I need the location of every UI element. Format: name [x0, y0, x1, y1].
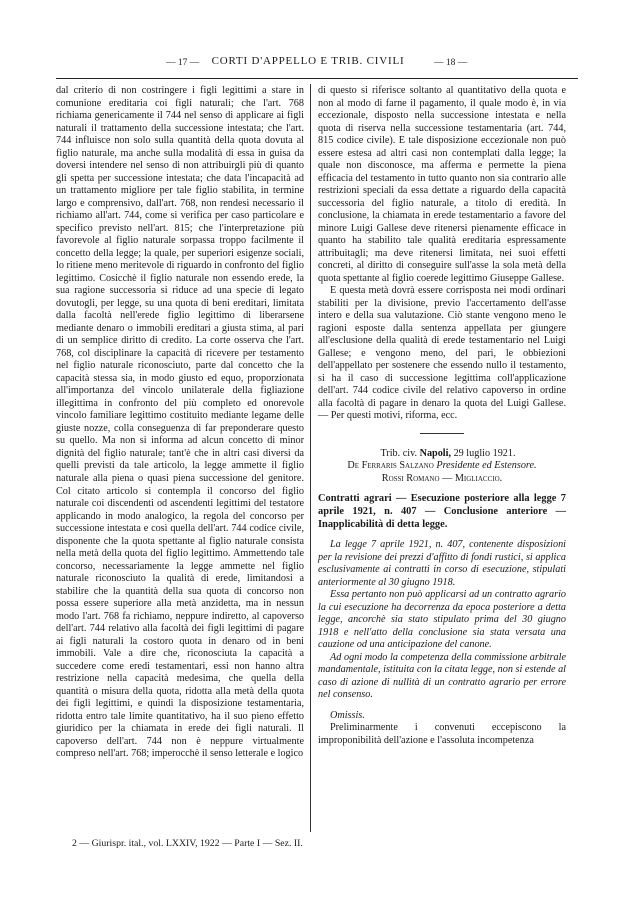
running-title: CORTI D'APPELLO E TRIB. CIVILI [211, 55, 405, 67]
left-column [56, 85, 304, 761]
right-column [318, 85, 566, 747]
right-paragraph-3: Preliminarmente i convenuti eccepiscono la improponibilità dell'azione e l'assoluta incompetenza [318, 722, 566, 746]
case-heading: Contratti agrari — Esecuzione posteriore alla legge 7 aprile 1921, n. 407 — Conclusione anteriore — Inapplicabilità di detta legge. [318, 493, 566, 530]
court-date: 29 luglio 1921. [451, 447, 516, 459]
judges-line-2: Rossi Romano — Migliaccio. [381, 472, 503, 484]
massima-1: La legge 7 aprile 1921, n. 407, contenente disposizioni per la revisione dei prezzi d'affitto di fondi rustici, si applica esclusivamente ai contratti in corso di esecuzione, stipulati anteriormente al 30 giugno 1918. [318, 539, 566, 588]
column-divider [310, 84, 311, 832]
court-line [318, 448, 566, 461]
judges-line-1 [318, 460, 566, 473]
court-city: Napoli, [419, 447, 452, 459]
omissis: Omissis. [330, 709, 365, 721]
judge-names: De Ferraris Salzano [347, 460, 434, 472]
left-column-text: dal criterio di non costringere i figli legittimi a stare in comunione ereditaria coi figli naturali; che l'art. 768 richiama genericamente il 744 nel senso di applicare ai figli naturali il trattamento della successione intestata; che l'art. 744 influisce non solo sulla quantità della quota dovuta al figlio naturale, ma anche sulla modalità di essa in guisa da doversi intendere nel senso di non attribuirgli più di quanto gli spetta per successione intestata; che data l'incapacità ad un trattamento migliore per tale figlio stabilita, in termine largo e comprensivo, dall'art. 768, non rendesi necessario il richiamo all'art. 744, come si verifica per caso particolare e specifico previsto nell'art. 815; che l'interpretazione più favorevole al figlio naturale sorpassa troppo facilmente il concetto della legge; la quale, per superiori esigenze sociali, lo ritiene meno meritevole di riguardo in confronto del figlio legittimo. Cosicchè il figlio naturale non essendo erede, la sua ragione successoria si riduce ad una specie di legato dovutogli, per legge, su una quota di beni ereditari, limitata dalla facoltà nell'erede figlio legittimo di liberarsene mediante denaro o immobili ereditari a giusta stima, al pari di un semplice diritto di credito. La corte osserva che l'art. 768, col disciplinare la capacità di ricevere per testamento nel figlio naturale riconosciuto, parte dal concetto che la capacità stessa sia, in modo giusto ed equo, proporzionata all'importanza del vincolo unilaterale della figliazione illegittima in confronto del più completo ed onorevole vincolo familiare legittimo costituito mediante legame delle giuste nozze, colla conseguenza di far preponderare questo su quello. Ma non si informa ad alcun concetto di minor dignità del figlio naturale; tant'è che in altri casi diversi da quelli previsti da tale articolo, la legge ammette il figlio naturale alla piena o quasi piena successione del genitore. Col citato articolo si contempla il concorso del figlio naturale coi discendenti od ascendenti legittimi del testatore applicando in modo analogico, la regola del concorso per successione intestata e così quella dell'art. 744 codice civile, disponente che la quota spettante al figlio naturale consista nella metà della quota del figlio legittimo. Ammettendo tale concorso, necessariamente la legge ammette nel figlio naturale riconosciuto la qualità di erede, limitandosi a stabilire che la quantità della sua quota di concorso non possa essere superiore alla metà anzidetta, ma in nessun modo l'art. 768 fa richiamo, neppure indiretto, al capoverso dell'art. 744 relativo alla facoltà dei figli legittimi di pagare ai figli naturali la costoro quota in denaro od in beni immobili. Vale a dire che, riconosciuta la capacità a succedere come eredi testamentari, essi non hanno altra restrizione nella capacità medesima, che quella della quantità o misura della quota, ridotta alla metà della quota dei figli legittimi, e quindi la disposizione testamentaria, ridotta entro tale limite quantitativo, ha il suo pieno effetto giuridico per la chiamata in erede dei figli naturali. Il capoverso dell'art. 744 non è neppure virtualmente compreso nell'art. 768; imperocchè il senso letterale e logico [56, 85, 304, 760]
header-rule [56, 78, 578, 79]
page-footer: 2 — Giurispr. ital., vol. LXXIV, 1922 — Parte I — Sez. II. [72, 838, 303, 849]
page-number-right: — 18 — [434, 58, 468, 68]
massima-2: Essa pertanto non può applicarsi ad un contratto agrario la cui esecuzione ha decorrenza da epoca posteriore a detta legge, ancorchè sia stato stipulato prima del 30 giugno 1918 e nell'atto della conclusione sia stata versata una cauzione od una anticipazione del canone. [318, 589, 566, 651]
judge-roles: Presidente ed Estensore. [433, 460, 537, 472]
right-paragraph-2: E questa metà dovrà essere corrisposta nei modi ordinari stabiliti per la divisione, previo l'accertamento dell'asse intero e della sua valutazione. Ciò stante vengono meno le ragioni esposte dalla sentenza appellata per giungere all'esclusione della qualità di erede testamentario nel Luigi Gallese; e vengono meno, del pari, le obbiezioni dell'appellato per sostenere che essendo nullo il testamento, si ha il caso di successione legittima coll'applicazione dell'art. 744 codice civile del relativo capoverso in ordine alla facoltà di pagare in denaro la quota del Luigi Gallese. — Per questi motivi, riforma, ecc. [318, 285, 566, 422]
page-number-left: — 17 — [166, 58, 200, 68]
massima-3: Ad ogni modo la competenza della commissione arbitrale mandamentale, istituita con la citata legge, non si estende al caso di azione di nullità di un contratto agrario per errore nel consenso. [318, 651, 566, 701]
running-header [0, 52, 632, 74]
right-paragraph-1: di questo si riferisce soltanto al quantitativo della quota e non al modo di farne il pagamento, il quale modo è, in via eccezionale, disposto nella successione intestata e nella quota di riserva nella successione testamentaria (art. 744, 815 codice civile). E tale disposizione eccezionale non può essere estesa ad altri casi non contemplati dalla legge; la quale non disconosce, ma afferma e permette la piena efficacia del testamento in tutto quanto non sia contrario alle restrizioni speciali da essa dettate a riguardo della capacità successoria del figlio naturale, a titolo di eredità. In conclusione, la chiamata in erede testamentario a favore del minore Luigi Gallese deve ritenersi pienamente efficace in quanto ha stabilito tale qualità ereditaria espressamente attribuitagli; ma deve ritenersi limitata, nei suoi effetti concreti, al diritto di conseguire sull'asse la sola metà della quota spettante al figlio coerede legittimo Giuseppe Gallese. [318, 85, 566, 284]
section-rule [420, 433, 464, 434]
court-prefix: Trib. civ. [380, 447, 420, 459]
